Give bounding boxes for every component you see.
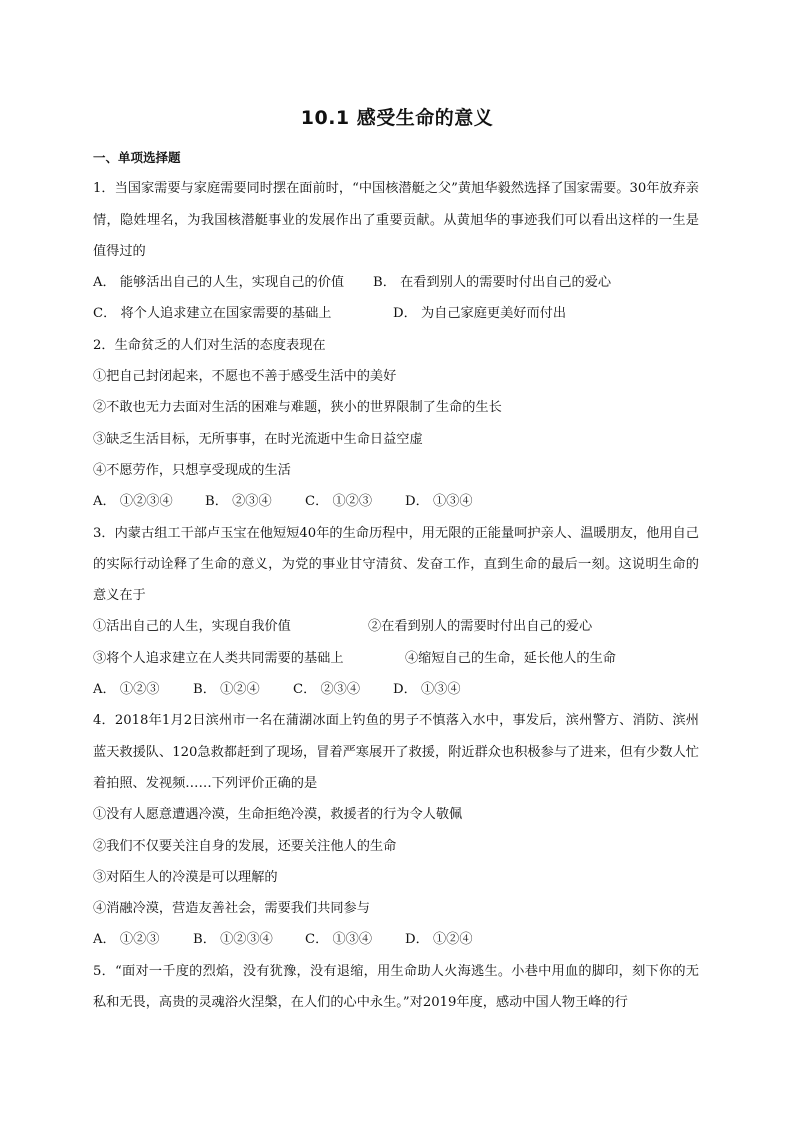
- question-2-statement-1: ①把自己封闭起来，不愿也不善于感受生活中的美好: [93, 369, 397, 385]
- document-body: [93, 142, 699, 1018]
- question-2-option-d[interactable]: D． ①③④: [405, 494, 473, 510]
- question-3-option-b[interactable]: B． ①②④: [193, 682, 260, 698]
- page-title: 10.1 感受生命的意义: [300, 107, 494, 129]
- question-1-option-b[interactable]: B． 在看到别人的需要时付出自己的爱心: [373, 275, 612, 291]
- question-4-option-b[interactable]: B． ①②③④: [193, 932, 273, 948]
- question-3-statement-2: ②在看到别人的需要时付出自己的爱心: [368, 619, 593, 635]
- question-4-statement-3: ③对陌生人的冷漠是可以理解的: [93, 869, 278, 885]
- question-4-statement-2: ②我们不仅要关注自身的发展，还要关注他人的生命: [93, 838, 397, 854]
- question-3-option-d[interactable]: D． ①③④: [393, 682, 461, 698]
- question-4-stem: 4．2018年1月2日滨州市一名在蒲湖冰面上钓鱼的男子不慎落入水中，事发后，滨州警方、消防、滨州蓝天救援队、120急救都赶到了现场，冒着严寒展开了救援，附近群众也积极参与了进来，但有少数人忙着拍照、发视频……下列评价正确的是: [93, 713, 699, 791]
- question-3-options: [93, 674, 699, 705]
- question-3-option-c[interactable]: C． ②③④: [293, 682, 361, 698]
- question-2-statement-4: ④不愿劳作，只想享受现成的生活: [93, 462, 291, 478]
- question-3-option-a[interactable]: A． ①②③: [93, 682, 160, 698]
- question-2-statement-2: ②不敢也无力去面对生活的困难与难题，狭小的世界限制了生命的生长: [93, 400, 502, 416]
- question-1-option-d[interactable]: D． 为自己家庭更美好而付出: [393, 306, 567, 322]
- question-1-stem: 1．当国家需要与家庭需要同时摆在面前时，“中国核潜艇之父”黄旭华毅然选择了国家需要。30年放弃亲情，隐姓埋名，为我国核潜艇事业的发展作出了重要贡献。从黄旭华的事迹我们可以看出这样的一生是值得过的: [93, 181, 699, 259]
- question-1-options-cd: [93, 298, 699, 329]
- question-3-stem: 3．内蒙古组工干部卢玉宝在他短短40年的生命历程中，用无限的正能量呵护亲人、温暖朋友，他用自己的实际行动诠释了生命的意义，为党的事业甘守清贫、发奋工作，直到生命的最后一刻。这说明生命的意义在于: [93, 525, 699, 604]
- question-4-statement-1: ①没有人愿意遭遇冷漠，生命拒绝冷漠，救援者的行为令人敬佩: [93, 807, 463, 823]
- question-1-option-a[interactable]: A． 能够活出自己的人生，实现自己的价值: [93, 275, 345, 291]
- question-2-option-b[interactable]: B． ②③④: [205, 494, 272, 510]
- section-heading: 一、单项选择题: [93, 150, 181, 165]
- question-2-stem: 2．生命贫乏的人们对生活的态度表现在: [93, 337, 326, 353]
- question-2-option-a[interactable]: A． ①②③④: [93, 494, 173, 510]
- question-4-statement-4: ④消融冷漠，营造友善社会，需要我们共同参与: [93, 901, 370, 917]
- question-1-options-ab: [93, 267, 699, 298]
- question-3-statement-1: ①活出自己的人生，实现自我价值: [93, 619, 291, 635]
- question-3-statements-12: [93, 611, 699, 642]
- question-2-statement-3: ③缺乏生活目标，无所事事，在时光流逝中生命日益空虚: [93, 431, 423, 447]
- question-2-option-c[interactable]: C． ①②③: [305, 494, 373, 510]
- question-4-options: [93, 924, 699, 955]
- question-4-option-d[interactable]: D． ①②④: [405, 932, 473, 948]
- question-3-statements-34: [93, 643, 699, 674]
- question-2-options: [93, 486, 699, 517]
- question-4-option-c[interactable]: C． ①③④: [305, 932, 373, 948]
- question-4-option-a[interactable]: A． ①②③: [93, 932, 160, 948]
- question-5-stem: 5．“面对一千度的烈焰，没有犹豫，没有退缩，用生命助人火海逃生。小巷中用血的脚印，刻下你的无私和无畏，高贵的灵魂浴火涅槃，在人们的心中永生。”对2019年度，感动中国人物王峰的行: [93, 963, 699, 1011]
- question-3-statement-3: ③将个人追求建立在人类共同需要的基础上: [93, 650, 344, 666]
- question-1-option-c[interactable]: C． 将个人追求建立在国家需要的基础上: [93, 306, 332, 322]
- question-3-statement-4: ④缩短自己的生命，延长他人的生命: [405, 650, 616, 666]
